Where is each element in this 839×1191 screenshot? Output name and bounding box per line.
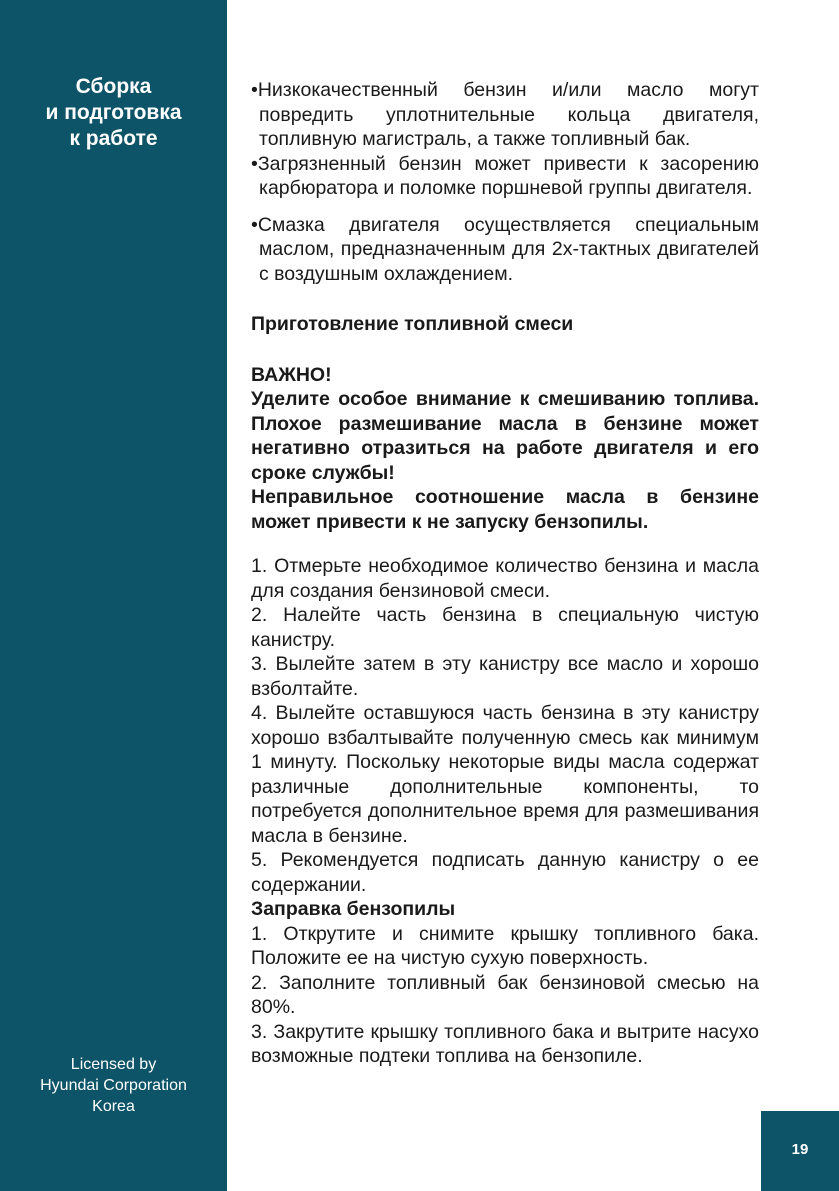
fuel-heading: Заправка бензопилы [251,898,456,920]
license-line: Hyundai Corporation [40,1077,187,1094]
mix-step: 1. Отмерьте необходимое количество бензина и масла для создания бензиновой смеси. [251,555,759,602]
license-note [0,1054,227,1117]
sidebar [0,0,227,1191]
page-number: 19 [791,1141,809,1158]
license-line: Korea [92,1098,135,1115]
bullet-paragraph: •Низкокачественный бензин и/или масло могут повредить уплотнительные кольца двигателя, топливную магистраль, а также топливный бак. [251,79,759,150]
bullet-paragraph: •Загрязненный бензин может привести к засорению карбюратора и поломке поршневой группы двигателя. [251,152,759,199]
section-title [0,74,227,152]
main-content [251,78,759,1069]
mix-step: 5. Рекомендуется подписать данную канистру о ее содержании. [251,849,759,896]
bullet-paragraph: •Смазка двигателя осуществляется специальным маслом, предназначенным для 2х-тактных двигателей с воздушным охлаждением. [251,213,759,285]
section-title-line: к работе [69,127,158,150]
important-label: ВАЖНО! [251,363,332,386]
mix-step: 2. Налейте часть бензина в специальную чистую канистру. [251,604,759,651]
mix-heading: Приготовление топливной смеси [251,313,574,335]
mix-step: 3. Вылейте затем в эту канистру все масло и хорошо взболтайте. [251,653,759,700]
important-text: Неправильное соотношение масла в бензине может привести к не запуску бензопилы. [251,486,759,533]
mix-step: 4. Вылейте оставшуюся часть бензина в эту канистру хорошо взбалтывайте полученную смесь как минимум 1 минуту. Поскольку некоторые виды масла содержат различные дополнительные компоненты, то потребуется дополнительное время для размешивания масла в бензине. [251,702,759,847]
page-number-box [761,1111,839,1191]
important-text: Уделите особое внимание к смешиванию топлива. Плохое размешивание масла в бензине может негативно отразиться на работе двигателя и его сроке службы! [251,388,759,484]
section-title-line: Сборка [75,75,152,98]
fuel-step: 1. Открутите и снимите крышку топливного бака. Положите ее на чистую сухую поверхность. [251,922,759,969]
fuel-step: 3. Закрутите крышку топливного бака и вытрите насухо возможные подтеки топлива на бензопиле. [251,1020,759,1067]
section-title-line: и подготовка [45,101,182,124]
fuel-step: 2. Заполните топливный бак бензиновой смесью на 80%. [251,971,759,1018]
license-line: Licensed by [70,1056,157,1073]
